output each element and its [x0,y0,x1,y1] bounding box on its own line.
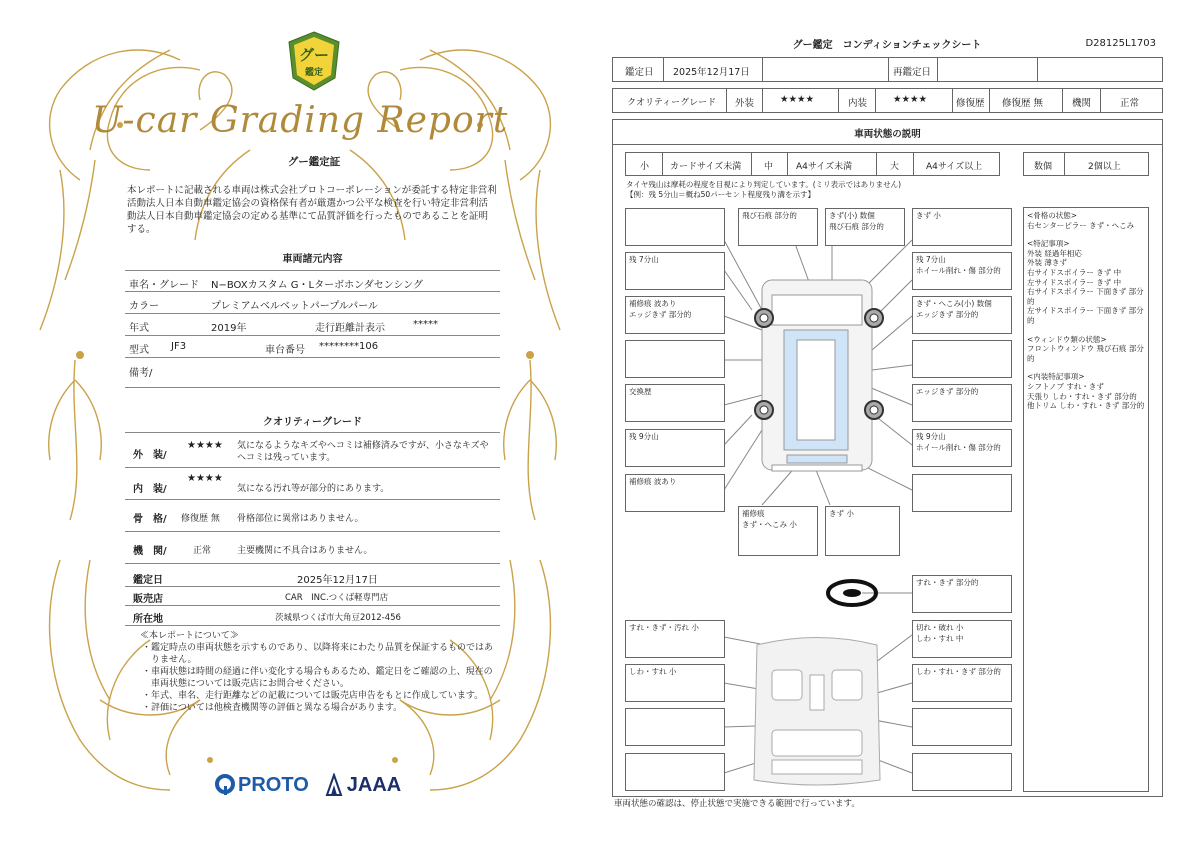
proto-logo-text: PROTO [238,773,309,796]
exterior-stars: ★★★★ [187,440,223,451]
label-rl-tire: 残 9分山 [625,429,725,467]
chassis-value: ********106 [319,341,379,352]
note-line: 他トリム しわ・すれ・きず 部分的 [1027,401,1145,411]
quality-row [612,88,1163,113]
label-box [912,708,1012,746]
jaaa-logo-text: JAAA [346,773,402,796]
shop-value: CAR INC.つくば軽専門店 [285,593,389,603]
partner-logos [215,770,401,800]
count-legend [1023,152,1149,176]
label-front-left: 飛び石痕 部分的 [738,208,818,246]
interior-stars: ★★★★ [187,473,223,484]
size-large: 大 [890,162,900,172]
certificate-intro: 本レポートに記載される車両は株式会社プロトコーポレーションが委託する特定非営利活動法人日本自動車鑑定協会の資格保有者が厳選かつ公平な検査を行い特定非営利活動法人日本自動車鑑定協会の定める基準にて品質評価を行ったものであることを証明する。 [127,185,497,235]
frame-label: 骨 格/ [133,514,167,525]
grade-row-exterior [125,432,500,468]
color-label: カラー [129,301,159,312]
quality-title: クオリティーグレード [263,417,362,428]
notes-title: ≪本レポートについて≫ [140,631,239,641]
label-right-edge: エッジきず 部分的 [912,384,1012,422]
size-large-desc: A4サイズ以上 [926,162,983,172]
notes-panel [1023,207,1149,792]
exterior-label: 外 装/ [133,450,167,461]
label-interior-l2: しわ・すれ 小 [625,664,725,702]
note-heading: <内装特記事項> [1027,372,1085,382]
size-legend [625,152,1000,176]
date-value: 2025年12月17日 [297,575,378,586]
sheet-title: グー鑑定 コンディションチェックシート [792,40,982,51]
shop-label: 販売店 [133,594,163,605]
engine-value-sheet: 正常 [1120,98,1140,109]
sheet-interior-stars: ★★★★ [893,94,928,105]
label-steering: すれ・きず 部分的 [912,575,1012,613]
engine-value: 正常 [193,546,212,556]
script-title: U-car Grading Report [91,100,509,141]
label-front-right: きず 小 [912,208,1012,246]
tire-note-1: タイヤ残山は摩耗の程度を目視により判定しています。(ミリ表示ではありません) [626,180,902,189]
exterior-description: 気になるようなキズやヘコミは補修済みですが、小さなキズやヘコミは残っています。 [237,441,489,463]
label-right-front: きず・へこみ(小) 数個 エッジきず 部分的 [912,296,1012,334]
summary-row-shop [125,587,500,606]
label-left-rear: 補修痕 波あり [625,474,725,512]
address-label: 所在地 [133,614,163,625]
note-heading: <特記事項> [1027,239,1070,249]
spec-row-model [125,336,500,358]
model-value: JF3 [171,341,187,352]
year-label: 年式 [129,323,149,334]
name-value: N−BOXカスタム G・Lターボホンダセンシング [211,280,424,291]
appraisal-summary [125,566,500,626]
label-rear-left: 補修痕 きず・へこみ 小 [738,506,818,556]
frame-value: 修復歴 無 [181,514,220,524]
tire-note-2: 【例：残 5分山＝概ね50パーセント程度残り溝を示す】 [626,190,816,199]
quality-label: クオリティーグレード [627,98,717,108]
engine-label-sheet: 機関 [1072,98,1092,109]
label-left-front: 補修痕 波あり エッジきず 部分的 [625,296,725,334]
note-line: 天張り しわ・すれ・きず 部分的 [1027,391,1137,401]
label-box [912,340,1012,378]
summary-row-address [125,606,500,626]
size-mid: 中 [764,162,774,172]
label-interior-r2: しわ・すれ・きず 部分的 [912,664,1012,702]
note-line: 左サイドスポイラー きず 中 [1027,277,1122,287]
date-row [612,57,1163,82]
badge-text-kantei: 鑑定 [304,68,324,78]
note-line: 右サイドスポイラー 下面きず 部分的 [1027,287,1144,306]
note-line: 右サイドスポイラー きず 中 [1027,267,1122,277]
note-heading: <ウィンドウ類の状態> [1027,334,1107,344]
label-interior-l1: すれ・きず・汚れ 小 [625,620,725,658]
size-small-desc: カードサイズ未満 [670,162,742,172]
vehicle-specs-table [125,270,500,388]
spec-row-remarks [125,358,500,388]
spec-row-name [125,270,500,292]
goo-kantei-badge-icon [285,30,343,92]
sheet-interior-label: 内装 [848,98,868,109]
label-box [625,708,725,746]
badge-text-goo: グー [298,46,330,64]
note-heading: <骨格の状態> [1027,211,1078,220]
sheet-date-value: 2025年12月17日 [673,67,750,78]
name-label: 車名・グレード [129,280,199,291]
spec-row-color [125,292,500,314]
mileage-value: ***** [413,319,438,330]
note-group-special [1027,239,1145,325]
redate-label: 再鑑定日 [893,67,932,78]
label-fr-tire: 残 7分山 ホイール削れ・傷 部分的 [912,252,1012,290]
grade-row-frame [125,500,500,532]
note-group-window [1027,335,1145,364]
note-line: 左サイドスポイラー 下面きず 部分的 [1027,306,1144,325]
note-group-frame [1027,211,1145,230]
date-label: 鑑定日 [133,575,163,586]
grade-row-engine [125,532,500,564]
label-fl-tire: 残 7分山 [625,252,725,290]
sheet-id: D28125L1703 [1085,38,1156,49]
frame-description: 骨格部位に異常はありません。 [237,514,364,524]
proto-logo [215,774,309,797]
note-line: シフトノブ すれ・きず [1027,381,1104,391]
size-small: 小 [640,162,650,172]
remarks-label: 備考/ [129,368,153,379]
repair-label: 修復歴 [956,98,985,109]
repair-value: 修復歴 無 [1002,98,1044,109]
label-box [625,208,725,246]
count-value: 2個以上 [1088,162,1121,172]
footer-note: 車両状態の確認は、停止状態で実施できる範囲で行っています。 [614,799,860,809]
size-mid-desc: A4サイズ未満 [796,162,853,172]
label-rear-right: きず 小 [825,506,900,556]
note-item: ・車両状態は時間の経過に伴い変化する場合もあるため、鑑定日をご確認の上、現在の車両状態については販売店にお問合せください。 [142,667,493,689]
note-item: ・評価については他検査機関等の評価と異なる場合があります。 [142,703,403,713]
label-front-center: きず(小) 数個 飛び石痕 部分的 [825,208,905,246]
engine-description: 主要機関に不具合はありません。 [237,546,373,556]
engine-label: 機 関/ [133,546,167,557]
note-item: ・年式、車名、走行距離などの記載については販売店申告をもとに作成しています。 [142,691,484,701]
spec-row-year [125,314,500,336]
label-box [625,340,725,378]
report-notes [140,630,500,714]
interior-label: 内 装/ [133,484,167,495]
sheet-exterior-label: 外装 [735,98,755,109]
model-label: 型式 [129,345,149,356]
color-value: プレミアムベルベットパープルパール [211,301,378,312]
proto-mark-icon [215,774,235,796]
year-value: 2019年 [211,323,247,334]
label-box [912,474,1012,512]
jaaa-mark-icon [325,773,343,797]
note-line: 右センターピラー きず・へこみ [1027,220,1135,230]
summary-row-date [125,566,500,587]
jaaa-logo [325,773,401,797]
label-exchange: 交換歴 [625,384,725,422]
address-value: 茨城県つくば市大角豆2012-456 [275,613,401,623]
grade-row-interior [125,468,500,500]
label-box [912,753,1012,791]
chassis-label: 車台番号 [265,345,305,356]
label-interior-r1: 切れ・破れ 小 しわ・すれ 中 [912,620,1012,658]
note-line: 外装 経過年相応 [1027,248,1082,258]
sheet-exterior-stars: ★★★★ [780,94,815,105]
specs-title: 車両諸元内容 [282,254,343,265]
interior-description: 気になる汚れ等が部分的にあります。 [237,484,390,494]
note-item: ・鑑定時点の車両状態を示すものであり、以降将来にわたり品質を保証するものではありません。 [142,643,494,665]
certificate-heading: グー鑑定証 [287,156,341,168]
count-label: 数個 [1034,162,1053,172]
sheet-date-label: 鑑定日 [625,67,654,78]
label-rr-tire: 残 9分山 ホイール削れ・傷 部分的 [912,429,1012,467]
note-line: フロントウィンドウ 飛び石痕 部分的 [1027,344,1144,363]
quality-grade-table [125,432,500,564]
explain-title: 車両状態の説明 [854,129,921,140]
label-box [625,753,725,791]
mileage-label: 走行距離計表示 [315,323,385,334]
note-line: 外装 薄きず [1027,258,1067,268]
note-group-interior [1027,372,1145,410]
